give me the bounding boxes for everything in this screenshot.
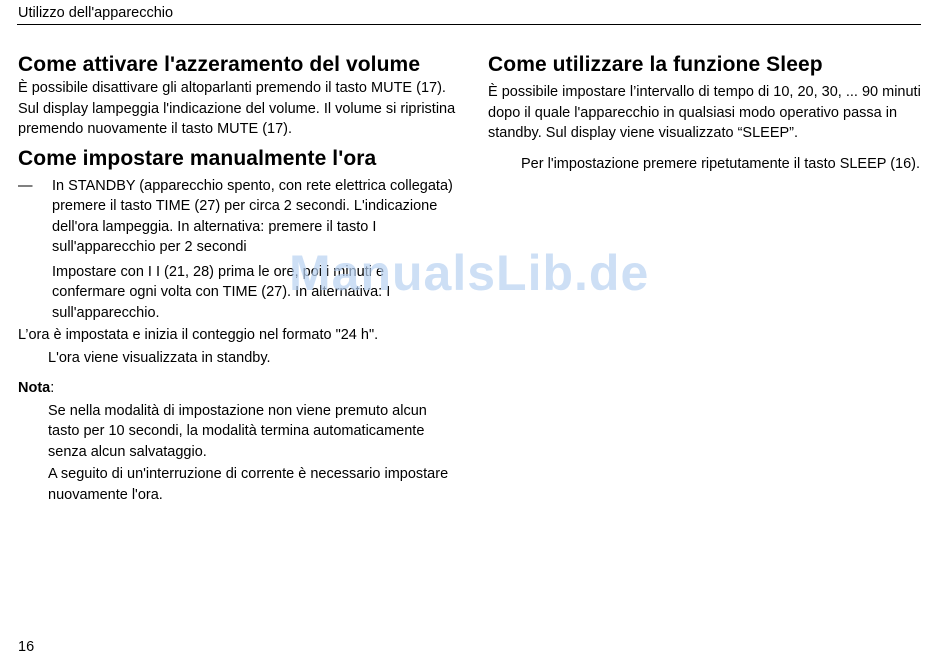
note-label: Nota: <box>18 380 55 396</box>
heading-mute: Come attivare l'azzeramento del volume <box>18 53 421 76</box>
watermark: ManualsLib.de <box>289 245 650 301</box>
sleep-paragraph: È possibile impostare l’intervallo di tempo di 10, 20, 30, ... 90 minuti dopo il quale l'apparecchio in qualsiasi modo operativo passa in standby. Sul display viene visualizzato “SLEEP”. <box>488 84 921 141</box>
dash-bullet: — <box>18 177 33 194</box>
note-1: Se nella modalità di impostazione non viene premuto alcun tasto per 10 secondi, la modalità termina automaticamente senza alcun salvataggio. <box>48 402 427 460</box>
time-result-sub: L'ora viene visualizzata in standby. <box>48 349 271 366</box>
note-2: A seguito di un'interruzione di corrente è necessario impostare nuovamente l'ora. <box>48 466 449 503</box>
time-result: L’ora è impostata e inizia il conteggio nel formato "24 h". <box>18 327 379 343</box>
mute-paragraph: È possibile disattivare gli altoparlanti premendo il tasto MUTE (17). Sul display lampeggia l'indicazione del volume. Il volume si ripristina premendo nuovamente il tasto MUTE (17). <box>18 80 456 137</box>
page-number: 16 <box>18 639 35 655</box>
time-step-1-text: In STANDBY (apparecchio spento, con rete elettrica collegata) premere il tasto TIME (27) per circa 2 secondi. L'indicazione dell'ora lampeggia. In alternativa: premere il tasto I sull'apparecchio per 2 secondi <box>52 177 453 255</box>
header-rule <box>17 24 921 25</box>
time-step-2: Impostare con I I (21, 28) prima le ore, poi i minuti e confermare ogni volta con TIME (27). In alternativa: I sull'apparecchio. <box>52 263 391 321</box>
heading-set-time: Come impostare manualmente l'ora <box>18 146 377 170</box>
heading-sleep: Come utilizzare la funzione Sleep <box>488 53 823 76</box>
running-header: Utilizzo dell'apparecchio <box>18 5 174 21</box>
sleep-instruction: Per l'impostazione premere ripetutamente il tasto SLEEP (16). <box>521 155 921 172</box>
right-column <box>488 52 923 174</box>
